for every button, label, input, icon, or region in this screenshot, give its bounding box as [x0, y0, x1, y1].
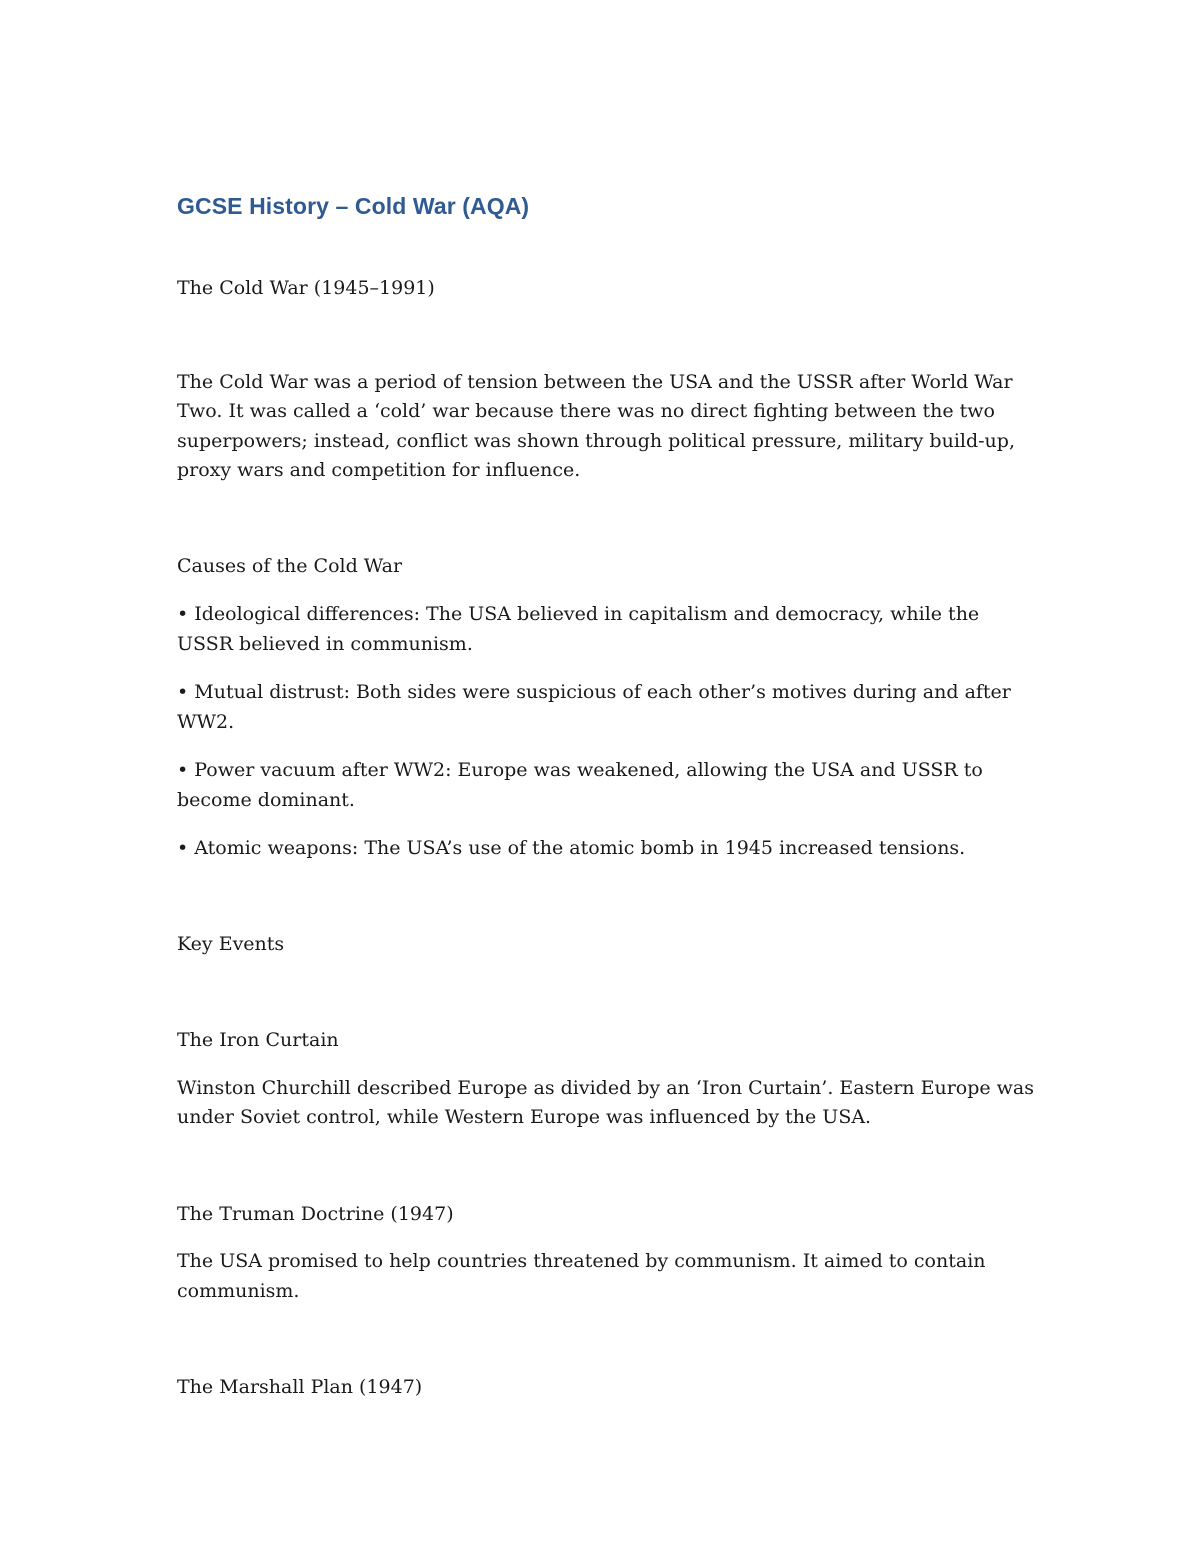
- event-body-iron-curtain: Winston Churchill described Europe as divided by an ‘Iron Curtain’. Eastern Europe was under Soviet control, while Western Europe was influenced by the USA.: [177, 1076, 1035, 1128]
- cause-item-power-vacuum: • Power vacuum after WW2: Europe was weakened, allowing the USA and USSR to become dominant.: [177, 759, 983, 811]
- cause-item-atomic: • Atomic weapons: The USA’s use of the atomic bomb in 1945 increased tensions.: [177, 837, 966, 859]
- key-events-heading: Key Events: [177, 932, 285, 955]
- intro-paragraph: The Cold War was a period of tension between the USA and the USSR after World War Two. It was called a ‘cold’ war because there was no direct fighting between the two superpowers; instead, conflict was shown through political pressure, military build-up, proxy wars and competition for influence.: [177, 370, 1015, 481]
- event-heading-iron-curtain: The Iron Curtain: [177, 1029, 339, 1051]
- causes-heading: Causes of the Cold War: [177, 554, 403, 577]
- event-heading-marshall-plan: The Marshall Plan (1947): [177, 1376, 423, 1398]
- cause-item-distrust: • Mutual distrust: Both sides were suspicious of each other’s motives during and after WW2.: [177, 681, 1011, 733]
- document-subtitle: The Cold War (1945–1991): [177, 277, 435, 299]
- event-body-truman-doctrine: The USA promised to help countries threatened by communism. It aimed to contain communism.: [177, 1250, 986, 1302]
- document-content: [177, 190, 1037, 1403]
- document-title: GCSE History – Cold War (AQA): [177, 193, 530, 219]
- cause-item-ideological: • Ideological differences: The USA believed in capitalism and democracy, while the USSR believed in communism.: [177, 603, 980, 655]
- event-heading-truman-doctrine: The Truman Doctrine (1947): [177, 1202, 454, 1225]
